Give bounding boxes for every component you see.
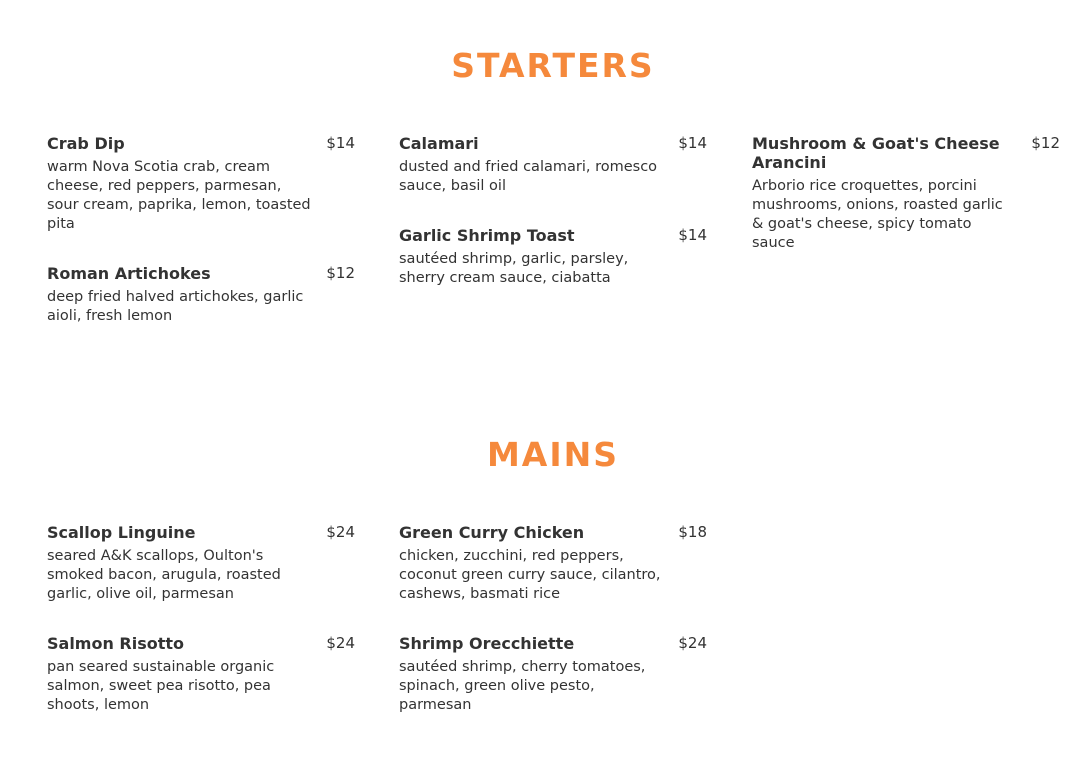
menu-item-name: Crab Dip xyxy=(47,134,125,153)
menu-item-name: Shrimp Orecchiette xyxy=(399,634,575,653)
menu-item-scallop-linguine xyxy=(47,523,355,604)
menu-item-price: $24 xyxy=(326,523,355,541)
menu-item-calamari xyxy=(399,134,707,196)
menu-item-price: $12 xyxy=(1031,134,1060,152)
menu-item-crab-dip xyxy=(47,134,355,234)
menu-item-price: $14 xyxy=(678,134,707,152)
menu-item-price: $24 xyxy=(678,634,707,652)
menu-item-price: $18 xyxy=(678,523,707,541)
menu-item-shrimp-orecchiette xyxy=(399,634,707,715)
menu-item-description: dusted and fried calamari, romesco sauce, basil oil xyxy=(399,159,658,194)
menu-item-salmon-risotto xyxy=(47,634,355,715)
mains-heading: MAINS xyxy=(486,435,620,474)
menu-item-description: warm Nova Scotia crab, cream cheese, red peppers, parmesan, sour cream, paprika, lemon, toasted pita xyxy=(47,159,311,232)
menu-item-name: Scallop Linguine xyxy=(47,523,196,542)
menu-item-description: deep fried halved artichokes, garlic aioli, fresh lemon xyxy=(47,289,304,324)
menu-item-description: sautéed shrimp, garlic, parsley, sherry cream sauce, ciabatta xyxy=(399,251,629,286)
menu-item-price: $14 xyxy=(678,226,707,244)
menu-item-price: $12 xyxy=(326,264,355,282)
menu-item-name: Salmon Risotto xyxy=(47,634,185,653)
menu-item-garlic-shrimp-toast xyxy=(399,226,707,288)
menu-item-roman-artichokes xyxy=(47,264,355,326)
menu-item-description: pan seared sustainable organic salmon, sweet pea risotto, pea shoots, lemon xyxy=(47,659,275,713)
menu-item-description: sautéed shrimp, cherry tomatoes, spinach, green olive pesto, parmesan xyxy=(399,659,646,713)
menu-item-description: seared A&K scallops, Oulton's smoked bacon, arugula, roasted garlic, olive oil, parmesan xyxy=(47,548,281,602)
starters-heading: STARTERS xyxy=(451,46,655,85)
menu-item-name: Garlic Shrimp Toast xyxy=(399,226,575,245)
menu-item-price: $14 xyxy=(326,134,355,152)
menu-item-name: Mushroom & Goat's Cheese Arancini xyxy=(752,134,1000,172)
menu-item-name: Roman Artichokes xyxy=(47,264,211,283)
menu-item-description: Arborio rice croquettes, porcini mushrooms, onions, roasted garlic & goat's cheese, spicy tomato sauce xyxy=(752,178,1003,251)
menu-item-price: $24 xyxy=(326,634,355,652)
menu-item-name: Green Curry Chicken xyxy=(399,523,585,542)
menu-item-description: chicken, zucchini, red peppers, coconut green curry sauce, cilantro, cashews, basmati rice xyxy=(399,548,661,602)
menu-item-name: Calamari xyxy=(399,134,479,153)
menu-item-green-curry-chicken xyxy=(399,523,707,604)
menu-item-arancini xyxy=(752,134,1060,253)
